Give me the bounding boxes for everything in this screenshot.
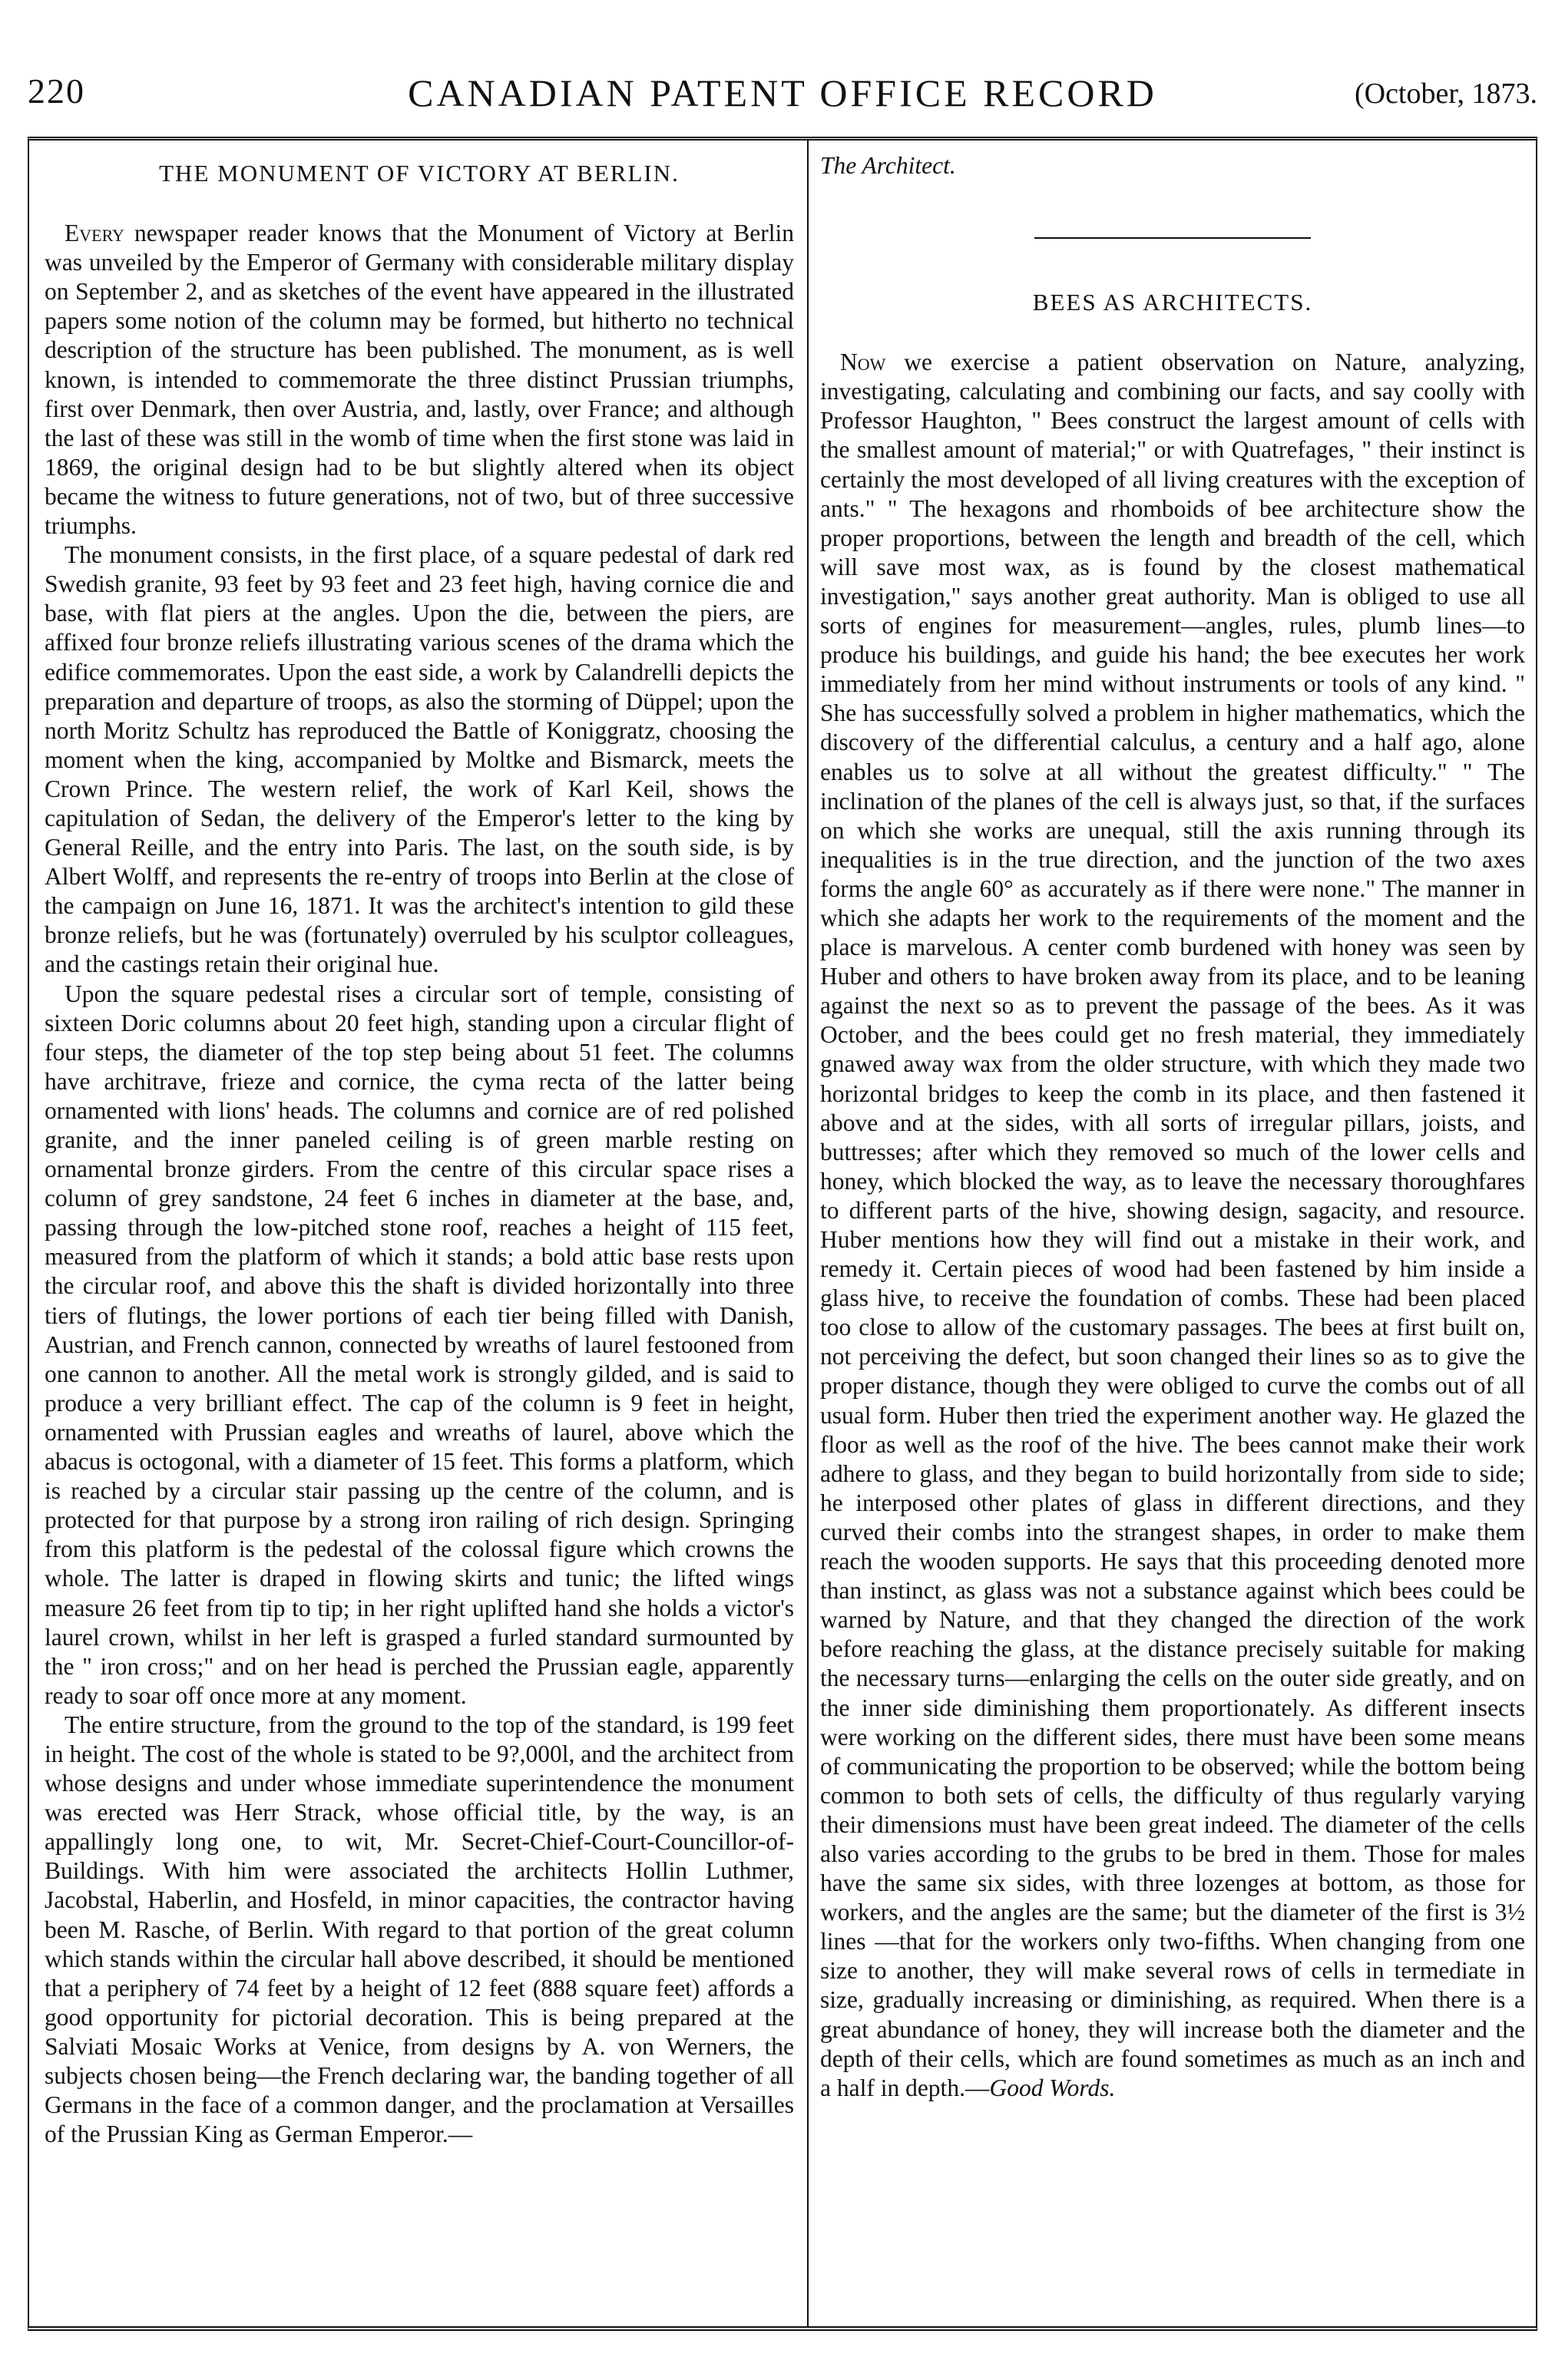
article-paragraph bbox=[820, 348, 1525, 2103]
page-number: 220 bbox=[28, 71, 85, 111]
article-paragraph: The monument consists, in the first place, of a square pedestal of dark red Swedish granite, 93 feet by 93 feet and 23 feet high, having cornice die and base, with flat piers at the angles. Upon the die, between the piers, are affixed four bronze reliefs illustrating various scenes of the drama which the edifice commemorates. Upon the east side, a work by Calandrelli depicts the preparation and departure of troops, as also the storming of Düppel; upon the north Moritz Schultz has reproduced the Battle of Koniggratz, choosing the moment when the king, accompanied by Moltke and Bismarck, meets the Crown Prince. The western relief, the work of Karl Keil, shows the capitulation of Sedan, the delivery of the Emperor's letter to the king by General Reille, and the entry into Paris. The last, on the south side, is by Albert Wolff, and represents the re-entry of troops into Berlin at the close of the campaign on June 16, 1871. It was the architect's intention to gild these bronze reliefs, but he was (fortunately) overruled by his sculptor colleagues, and the castings retain their original hue. bbox=[45, 541, 794, 978]
publication-title: CANADIAN PATENT OFFICE RECORD bbox=[408, 71, 1157, 114]
article-paragraph bbox=[45, 219, 794, 540]
article-paragraph: Upon the square pedestal rises a circular sort of temple, consisting of sixteen Doric columns about 20 feet high, standing upon a circular flight of four steps, the diameter of the top step being about 51 feet. The columns have architrave, frieze and cornice, the cyma recta of the latter being ornamented with lions' heads. The columns and cornice are of red polished granite, and the inner paneled ceiling is of green marble resting on ornamental bronze girders. From the centre of this circular space rises a column of grey sandstone, 24 feet 6 inches in diameter at the base, and, passing through the low-pitched stone roof, reaches a height of 115 feet, measured from the platform of which it stands; a bold attic base rests upon the circular roof, and above this the shaft is divided horizontally into three tiers of flutings, the lower portions of each tier being filled with Danish, Austrian, and French cannon, connected by wreaths of laurel festooned from one cannon to another. All the metal work is strongly gilded, and is said to produce a very brilliant effect. The cap of the column is 9 feet in height, ornamented with Prussian eagles and wreaths of laurel, above which the abacus is octogonal, with a diameter of 15 feet. This forms a platform, which is reached by a circular stair passing up the centre of the column, and is protected for that purpose by a strong iron railing of rich design. Springing from this platform is the pedestal of the colossal figure which crowns the whole. The latter is draped in flowing skirts and tunic; the lifted wings measure 26 feet from tip to tip; in her right uplifted hand she holds a victor's laurel crown, whilst in her left is grasped a furled standard surmounted by the " iron cross;" and on her head is perched the Prussian eagle, apparently ready to soar off once more at any moment. bbox=[45, 980, 794, 1709]
page-frame bbox=[28, 137, 1537, 2331]
issue-date: (October, 1873. bbox=[1354, 78, 1537, 110]
article-credit-good-words: Good Words. bbox=[989, 2074, 1116, 2101]
right-column bbox=[820, 151, 1525, 2316]
article-continuation bbox=[820, 151, 1525, 180]
drop-lead-word: Every bbox=[65, 220, 124, 247]
column-divider bbox=[807, 140, 809, 2326]
page-header bbox=[28, 71, 1537, 134]
article-paragraph: The entire structure, from the ground to the top of the standard, is 199 feet in height. The cost of the whole is stated to be 9?,000l, and the architect from whose designs and under whose immediate superintendence the monument was erected was Herr Strack, whose official title, by the way, is an appallingly long one, to wit, Mr. Secret-Chief-Court-Councillor-of-Buildings. With him were associated the architects Hollin Luthmer, Jacobstal, Haberlin, and Hosfeld, in minor capacities, the contractor having been M. Rasche, of Berlin. With regard to that portion of the great column which stands within the circular hall above described, it should be mentioned that a periphery of 74 feet by a height of 12 feet (888 square feet) affords a good opportunity for pictorial decoration. This is being prepared at the Salviati Mosaic Works at Venice, from designs by A. von Werners, the subjects chosen being—the French declaring war, the banding together of all Germans in the face of a common danger, and the proclamation at Versailles of the Prussian King as German Emperor.— bbox=[45, 1711, 794, 2148]
article-title-bees: BEES AS ARCHITECTS. bbox=[1032, 289, 1313, 316]
section-rule bbox=[1034, 237, 1311, 239]
paragraph-text: we exercise a patient observation on Nature, analyzing, investigating, calculating and combining our facts, and say coolly with Professor Haughton, " Bees construct the largest amount of cells with the smallest amount of material;" or with Quatrefages, " their instinct is certainly the most developed of all living creatures with the exception of ants." " The hexagons and rhomboids of bee architecture show the proper proportions, between the length and breadth of the cell, which will save most wax, as is found by the closest mathematical investigation," says another great authority. Man is obliged to use all sorts of engines for measurement—angles, rules, plumb lines—to produce his buildings, and guide his hand; the bee executes her work immediately from her mind without instruments or tools of any kind. " She has successfully solved a problem in higher mathematics, which the discovery of the differential calculus, a century and a half ago, alone enables us to solve at all without the greatest difficulty." " The inclination of the planes of the cell is always just, so that, if the surfaces on which she works are unequal, still the axis running through its inequalities is in the true direction, and the junction of the two axes forms the angle 60° as accurately as if there were none." The manner in which she adapts her work to the requirements of the moment and the place is marvelous. A center comb burdened with honey was seen by Huber and others to have broken away from its place, and to be leaning against the next so as to prevent the passage of the bees. As it was October, and the bees could get no fresh material, they immediately gnawed away wax from the older structure, with which they made two horizontal bridges to keep the comb in its place, and then fastened it above and at the sides, with all sorts of irregular pillars, joists, and buttresses; after which they removed so much of the lower cells and honey, which blocked the way, as to leave the necessary thoroughfares to different parts of the hive, showing design, sagacity, and resource. Huber mentions how they will find out a mistake in their work, and remedy it. Certain pieces of wood had been fastened by him inside a glass hive, to receive the foundation of combs. These had been placed too close to allow of the customary passages. The bees at first built on, not perceiving the defect, but soon changed their lines so as to give the proper distance, though they were obliged to curve the combs out of all usual form. Huber then tried the experiment another way. He glazed the floor as well as the roof of the hive. The bees cannot make their work adhere to glass, and they began to build horizontally from side to side; he interposed other plates of glass in different directions, and they curved their combs into the strangest shapes, in order to make them reach the wooden supports. He says that this proceeding denoted more than instinct, as glass was not a substance against which bees could be warned by Nature, and that they changed the direction of the work before reaching the glass, at the distance precisely suitable for making the necessary turns—enlarging the cells on the outer side greatly, and on the inner side diminishing them proportionately. As different insects were working on the different sides, there must have been some means of communicating the proportion to be observed; while the bottom being common to both sets of cells, the difficulty of thus regularly varying their dimensions must have been great indeed. The diameter of the cells also varies according to the grubs to be bred in them. Those for males have the same six sides, with three lozenges at bottom, as those for workers, and the angles are the same; but the diameter of the first is 3½ lines —that for the workers only two-fifths. When changing from one size to another, they will make several rows of cells in termediate in size, gradually increasing or diminishing, as required. When there is a great abundance of honey, they will increase both the diameter and the depth of their cells, which are found sometimes as much as an inch and a half in depth.— bbox=[820, 349, 1525, 2101]
drop-lead-word: Now bbox=[840, 349, 886, 376]
article-title-monument: THE MONUMENT OF VICTORY AT BERLIN. bbox=[159, 160, 680, 187]
article-credit-architect: The Architect. bbox=[820, 152, 956, 179]
paragraph-text: newspaper reader knows that the Monument of Victory at Berlin was unveiled by the Emperor of Germany with considerable military display on September 2, and as sketches of the event have appeared in the illustrated papers some notion of the column may be formed, but hitherto no technical description of the structure has been published. The monument, as is well known, is intended to commemorate the three distinct Prussian triumphs, first over Denmark, then over Austria, and, lastly, over France; and although the last of these was still in the womb of time when the first stone was laid in 1869, the original design had to be but slightly altered when its object became the witness to future generations, not of two, but of three successive triumphs. bbox=[45, 220, 794, 540]
left-column bbox=[45, 151, 794, 2316]
